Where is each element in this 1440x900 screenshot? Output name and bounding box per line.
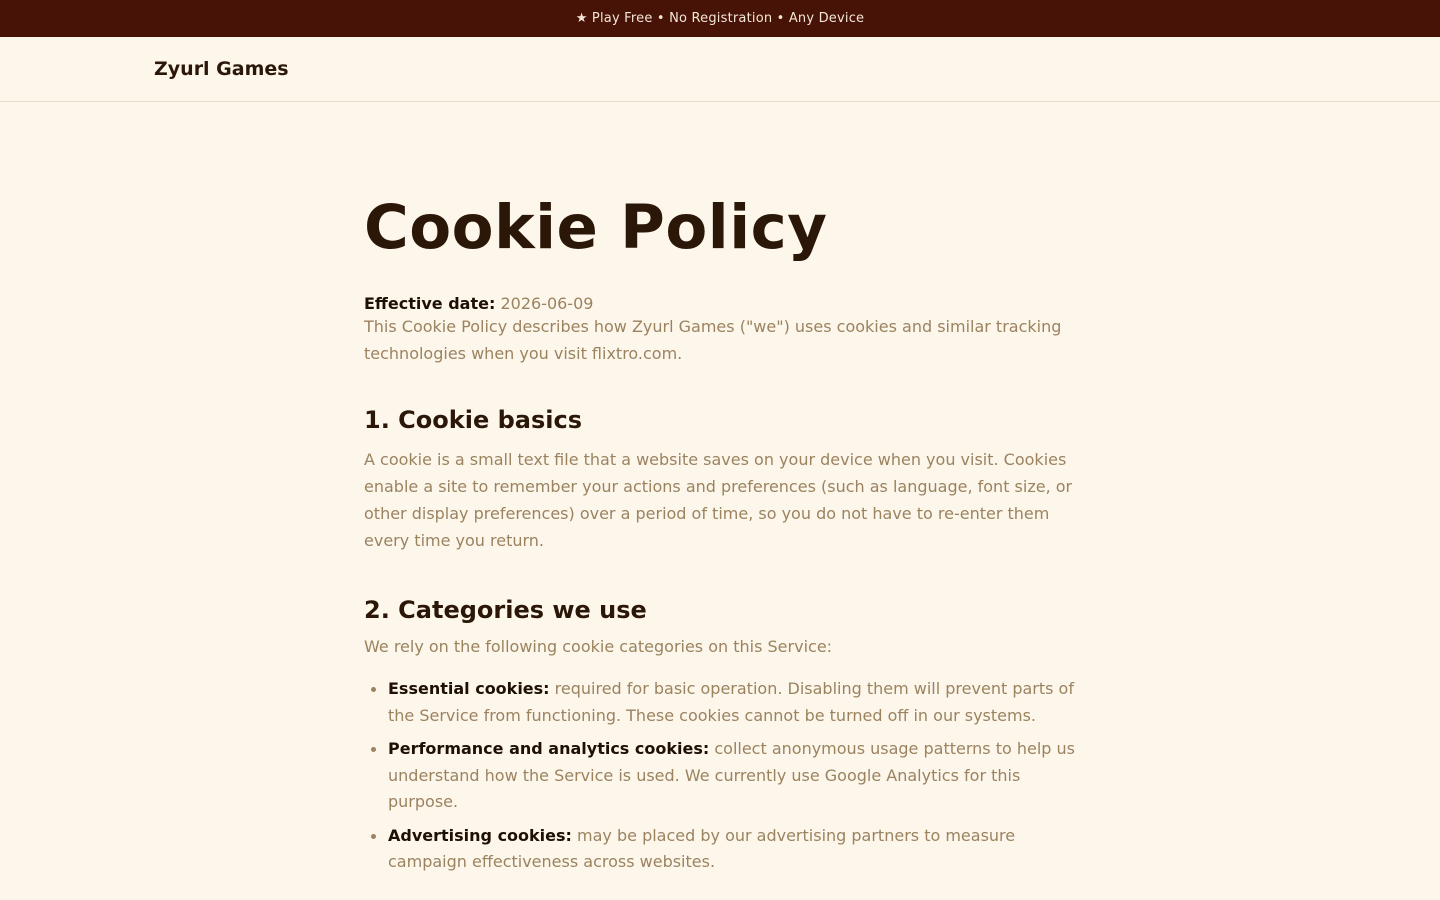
list-item-term: Essential cookies: <box>388 679 550 698</box>
list-item-term: Performance and analytics cookies: <box>388 739 710 758</box>
section-body: A cookie is a small text file that a website saves on your device when you visit. Cookies enable a site to remember your actions and preferences (such as language, font size, or other display preferences) over a period of time, so you do not have to re-enter them every time you return. <box>364 450 1073 550</box>
list-item-text: may be placed by our advertising partners to measure campaign effectiveness across websites. <box>388 825 1016 871</box>
brand-logo-link[interactable]: Zyurl Games <box>154 58 289 80</box>
effective-date-label: Effective date: <box>364 294 496 313</box>
site-header <box>0 37 1440 102</box>
list-item-text: collect anonymous usage patterns to help us understand how the Service is used. We currently use Google Analytics for this purpose. <box>388 739 1075 811</box>
effective-date-value: 2026-06-09 <box>500 294 594 313</box>
list-item-text: required for basic operation. Disabling them will prevent parts of the Service from functioning. These cookies cannot be turned off in our systems. <box>388 679 1074 725</box>
page-title: Cookie Policy <box>364 192 828 263</box>
effective-date <box>364 294 1080 313</box>
section-cookie-basics <box>364 403 1080 554</box>
list-item <box>388 676 1080 729</box>
list-item-term: Advertising cookies: <box>388 825 572 845</box>
intro-paragraph: This Cookie Policy describes how Zyurl Games ("we") uses cookies and similar tracking technologies when you visit flixtro.com. <box>364 317 1062 363</box>
policy-content <box>364 102 1080 876</box>
section-heading: 1. Cookie basics <box>364 406 582 434</box>
list-item <box>388 823 1080 876</box>
section-categories <box>364 593 1080 876</box>
category-list <box>364 676 1080 876</box>
section-body: We rely on the following cookie categories on this Service: <box>364 637 833 656</box>
list-item <box>388 736 1080 816</box>
section-heading: 2. Categories we use <box>364 596 647 624</box>
promo-bar <box>0 0 1440 37</box>
promo-text: ★ Play Free • No Registration • Any Device <box>575 11 865 26</box>
